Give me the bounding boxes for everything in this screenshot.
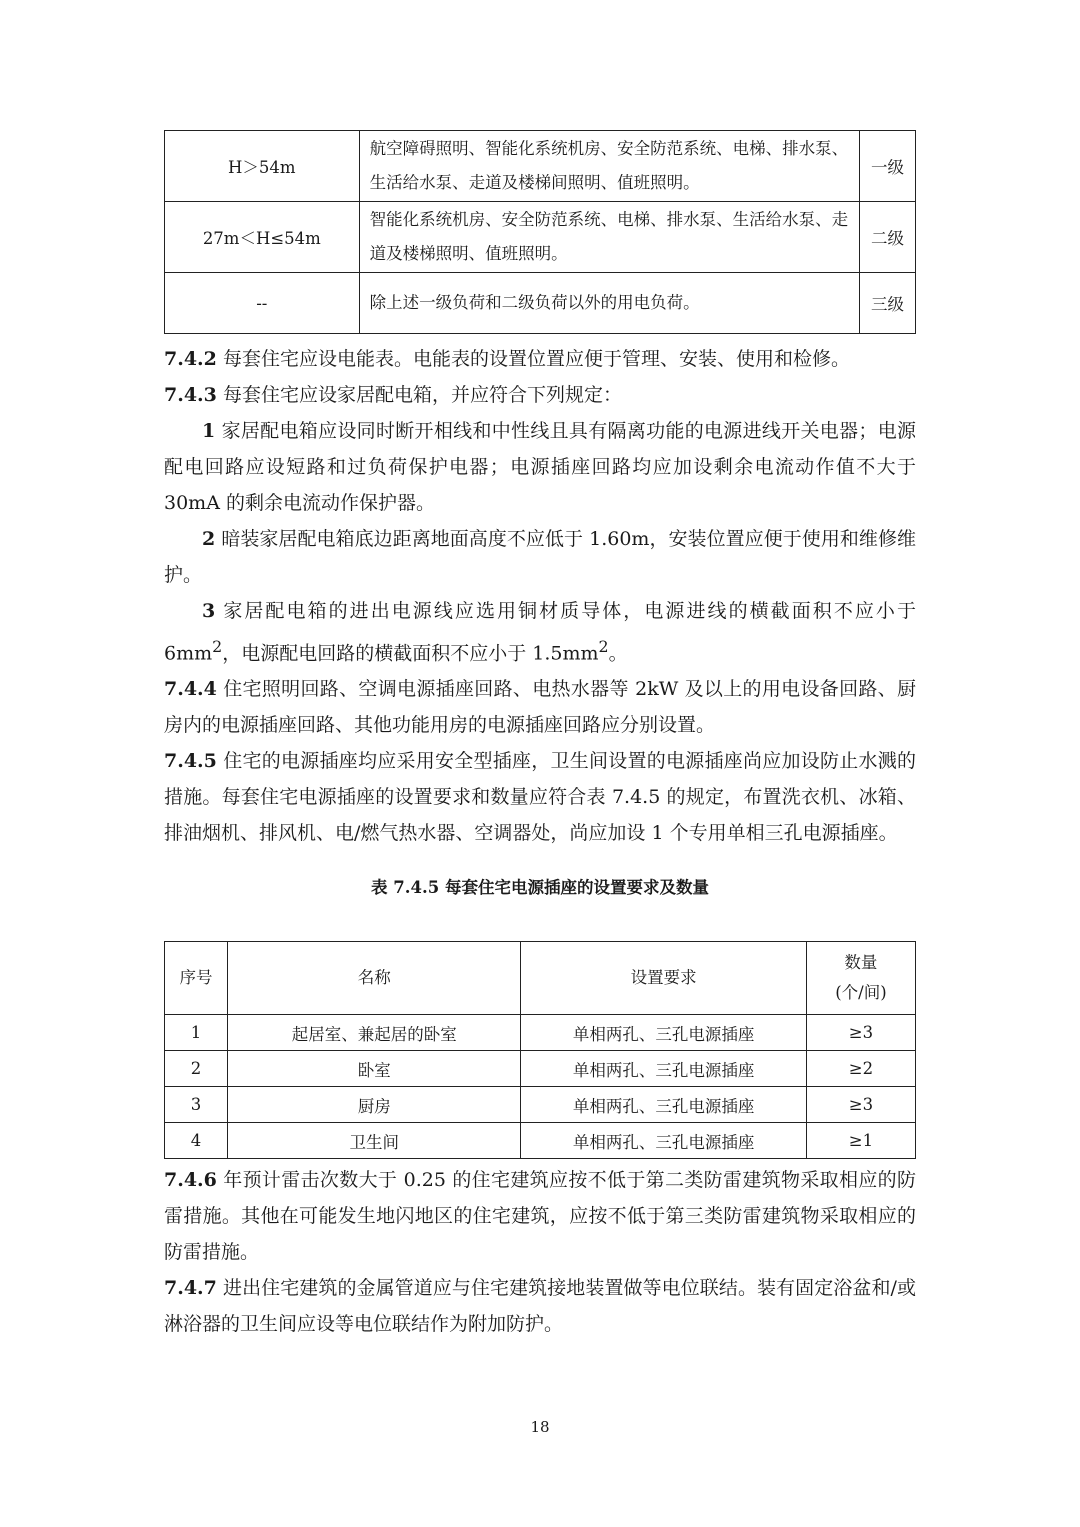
name-cell: 起居室、兼起居的卧室 [228, 1015, 521, 1051]
header-qty-unit: (个/间) [835, 983, 887, 1002]
clause-7-4-5 [164, 743, 916, 851]
clause-7-4-4 [164, 671, 916, 743]
item-text: 家居配电箱的进出电源线应选用铜材质导体，电源进线的横截面积不应小于 6mm [164, 600, 916, 665]
loads-cell: 航空障碍照明、智能化系统机房、安全防范系统、电梯、排水泵、生活给水泵、走道及楼梯间照明、值班照明。 [359, 131, 859, 202]
clause-7-4-7 [164, 1270, 916, 1342]
seq-cell: 2 [165, 1051, 228, 1087]
loads-cell: 智能化系统机房、安全防范系统、电梯、排水泵、生活给水泵、走道及楼梯照明、值班照明。 [359, 202, 859, 273]
socket-table [164, 941, 916, 1159]
table-row [165, 131, 916, 202]
clause-text: 每套住宅应设家居配电箱，并应符合下列规定： [222, 384, 622, 406]
header-qty-label: 数量 [844, 953, 878, 972]
header-name: 名称 [228, 942, 521, 1015]
clause-number: 7.4.5 [164, 750, 217, 773]
req-cell: 单相两孔、三孔电源插座 [521, 1087, 806, 1123]
qty-cell: ≥3 [806, 1087, 915, 1123]
item-text: 暗装家居配电箱底边距离地面高度不应低于 1.60m，安装位置应便于使用和维修维护。 [164, 528, 916, 586]
table-row [165, 202, 916, 273]
load-grade-table [164, 130, 916, 334]
clause-number: 7.4.2 [164, 348, 217, 370]
req-cell: 单相两孔、三孔电源插座 [521, 1015, 806, 1051]
qty-cell: ≥2 [806, 1051, 915, 1087]
clause-7-4-3 [164, 377, 916, 413]
clause-text: 住宅的电源插座均应采用安全型插座，卫生间设置的电源插座尚应加设防止水溅的措施。每套住宅电源插座的设置要求和数量应符合表 7.4.5 的规定，布置洗衣机、冰箱、排油烟机、排风机、电/燃气热水器、空调器处，尚应加设 1 个专用单相三孔电源插座。 [164, 750, 916, 845]
grade-cell: 三级 [859, 273, 915, 334]
header-seq: 序号 [165, 942, 228, 1015]
header-qty [806, 942, 915, 1015]
seq-cell: 3 [165, 1087, 228, 1123]
table-header-row [165, 942, 916, 1015]
item-text: ，电源配电回路的横截面积不应小于 1.5mm [222, 642, 599, 665]
superscript: 2 [598, 637, 609, 656]
item-2 [164, 521, 916, 593]
req-cell: 单相两孔、三孔电源插座 [521, 1051, 806, 1087]
qty-cell: ≥3 [806, 1015, 915, 1051]
item-3 [164, 593, 916, 671]
clause-text: 住宅照明回路、空调电源插座回路、电热水器等 2kW 及以上的用电设备回路、厨房内的电源插座回路、其他功能用房的电源插座回路应分别设置。 [164, 678, 916, 737]
clause-number: 7.4.4 [164, 678, 217, 701]
grade-cell: 一级 [859, 131, 915, 202]
grade-cell: 二级 [859, 202, 915, 273]
page-number: 18 [530, 1418, 550, 1436]
clause-text: 进出住宅建筑的金属管道应与住宅建筑接地装置做等电位联结。装有固定浴盆和/或淋浴器的卫生间应设等电位联结作为附加防护。 [164, 1277, 917, 1335]
name-cell: 卫生间 [228, 1123, 521, 1159]
clauses-lower [164, 1162, 916, 1342]
item-number: 2 [202, 528, 216, 550]
req-cell: 单相两孔、三孔电源插座 [521, 1123, 806, 1159]
name-cell: 厨房 [228, 1087, 521, 1123]
height-range-cell: 27m＜H≤54m [165, 202, 360, 273]
clause-number: 7.4.3 [164, 384, 217, 406]
clause-text: 每套住宅应设电能表。电能表的设置位置应便于管理、安装、使用和检修。 [222, 348, 850, 370]
qty-cell: ≥1 [806, 1123, 915, 1159]
table-row [165, 273, 916, 334]
clause-number: 7.4.7 [164, 1277, 217, 1299]
name-cell: 卧室 [228, 1051, 521, 1087]
seq-cell: 1 [165, 1015, 228, 1051]
height-range-cell: -- [165, 273, 360, 334]
item-text: 家居配电箱应设同时断开相线和中性线且具有隔离功能的电源进线开关电器；电源配电回路应设短路和过负荷保护电器；电源插座回路均应加设剩余电流动作值不大于 30mA 的剩余电流动作保护器。 [164, 420, 916, 514]
loads-cell: 除上述一级负荷和二级负荷以外的用电负荷。 [359, 273, 859, 334]
table-caption: 表 7.4.5 每套住宅电源插座的设置要求及数量 [371, 878, 709, 897]
seq-cell: 4 [165, 1123, 228, 1159]
superscript: 2 [212, 637, 223, 656]
clauses-upper [164, 341, 916, 851]
clause-7-4-6 [164, 1162, 916, 1270]
table-row [165, 1051, 916, 1087]
table-row [165, 1123, 916, 1159]
item-number: 1 [202, 420, 216, 442]
clause-7-4-2 [164, 341, 916, 377]
table-row [165, 1015, 916, 1051]
header-req: 设置要求 [521, 942, 806, 1015]
clause-text: 年预计雷击次数大于 0.25 的住宅建筑应按不低于第二类防雷建筑物采取相应的防雷措施。其他在可能发生地闪地区的住宅建筑，应按不低于第三类防雷建筑物采取相应的防雷措施。 [164, 1169, 916, 1263]
item-1 [164, 413, 916, 521]
item-number: 3 [202, 600, 216, 622]
height-range-cell: H＞54m [165, 131, 360, 202]
clause-number: 7.4.6 [164, 1169, 217, 1191]
table-row [165, 1087, 916, 1123]
item-text: 。 [608, 642, 628, 665]
